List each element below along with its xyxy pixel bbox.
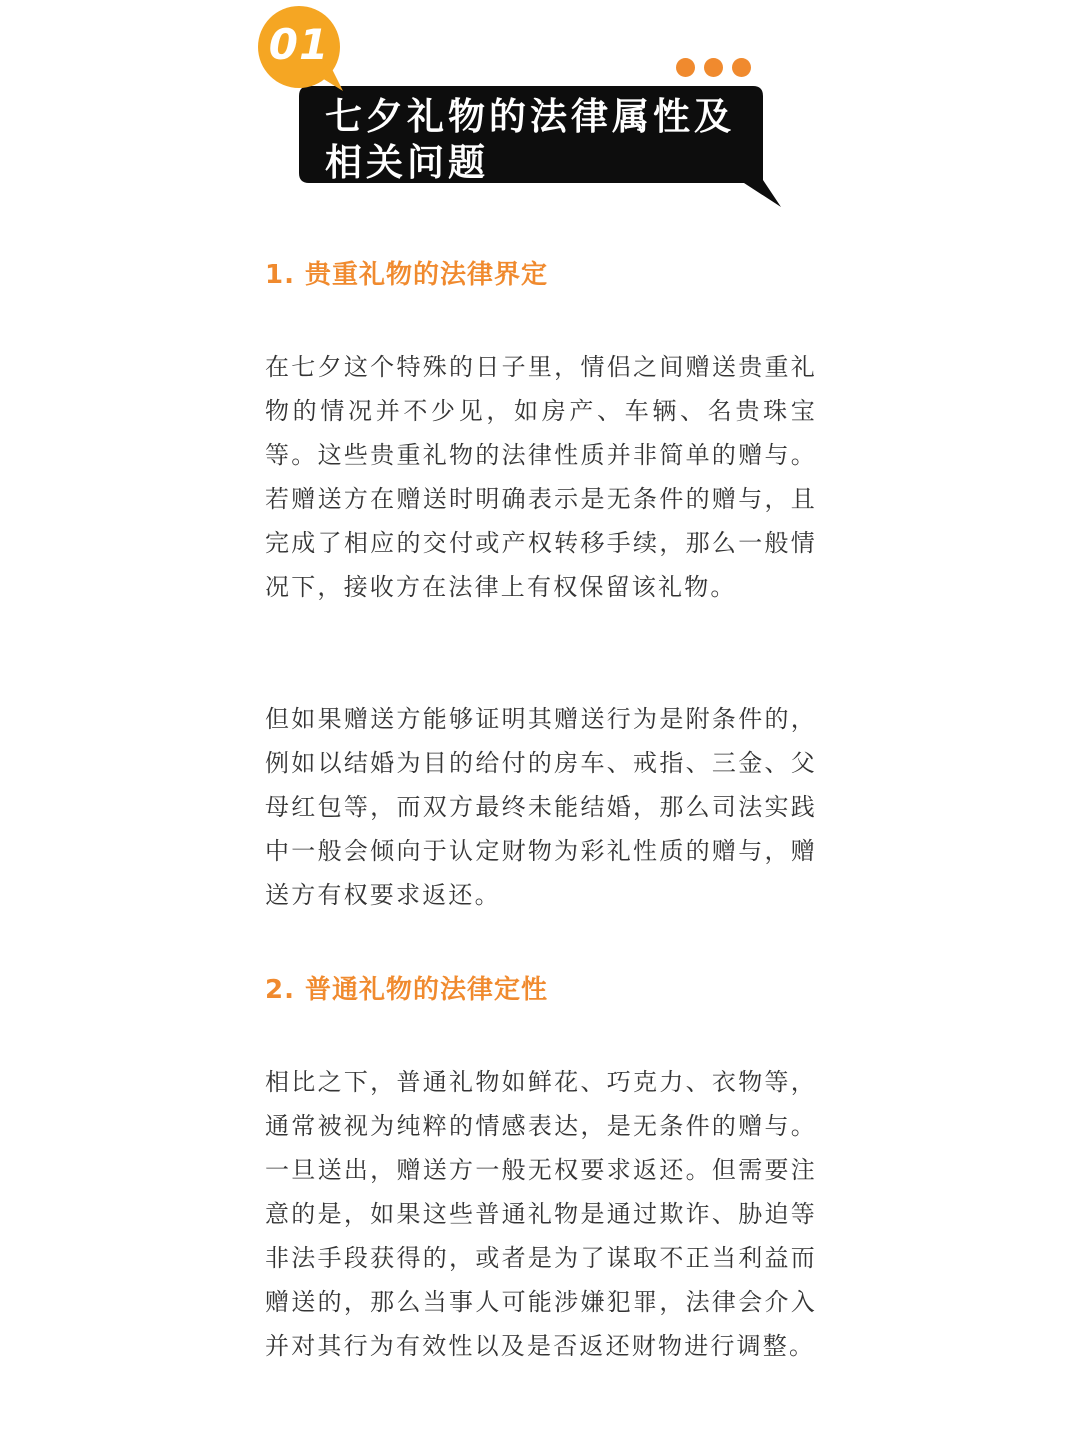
- dot-icon: [676, 58, 695, 77]
- section-1-paragraph-1: 在七夕这个特殊的日子里，情侣之间赠送贵重礼物的情况并不少见，如房产、车辆、名贵珠宝等。这些贵重礼物的法律性质并非简单的赠与。若赠送方在赠送时明确表示是无条件的赠与，且完成了相应的交付或产权转移手续，那么一般情况下，接收方在法律上有权保留该礼物。: [265, 353, 817, 601]
- dot-icon: [704, 58, 723, 77]
- section-2-paragraph-1: 相比之下，普通礼物如鲜花、巧克力、衣物等，通常被视为纯粹的情感表达，是无条件的赠与。一旦送出，赠送方一般无权要求返还。但需要注意的是，如果这些普通礼物是通过欺诈、胁迫等非法手段获得的，或者是为了谋取不正当利益而赠送的，那么当事人可能涉嫌犯罪，法律会介入并对其行为有效性以及是否返还财物进行调整。: [265, 1068, 817, 1360]
- section-heading-2: 2. 普通礼物的法律定性: [265, 975, 549, 1005]
- page-title: 七夕礼物的法律属性及相关问题: [325, 95, 735, 184]
- dot-icon: [732, 58, 751, 77]
- decorative-dots: [676, 58, 751, 78]
- section-number-badge: [255, 5, 343, 93]
- section-heading-1: 1. 贵重礼物的法律界定: [265, 260, 549, 290]
- section-1-paragraph-2: 但如果赠送方能够证明其赠送行为是附条件的，例如以结婚为目的给付的房车、戒指、三金、父母红包等，而双方最终未能结婚，那么司法实践中一般会倾向于认定财物为彩礼性质的赠与，赠送方有权要求返还。: [265, 705, 817, 909]
- badge-number: 01: [268, 20, 330, 69]
